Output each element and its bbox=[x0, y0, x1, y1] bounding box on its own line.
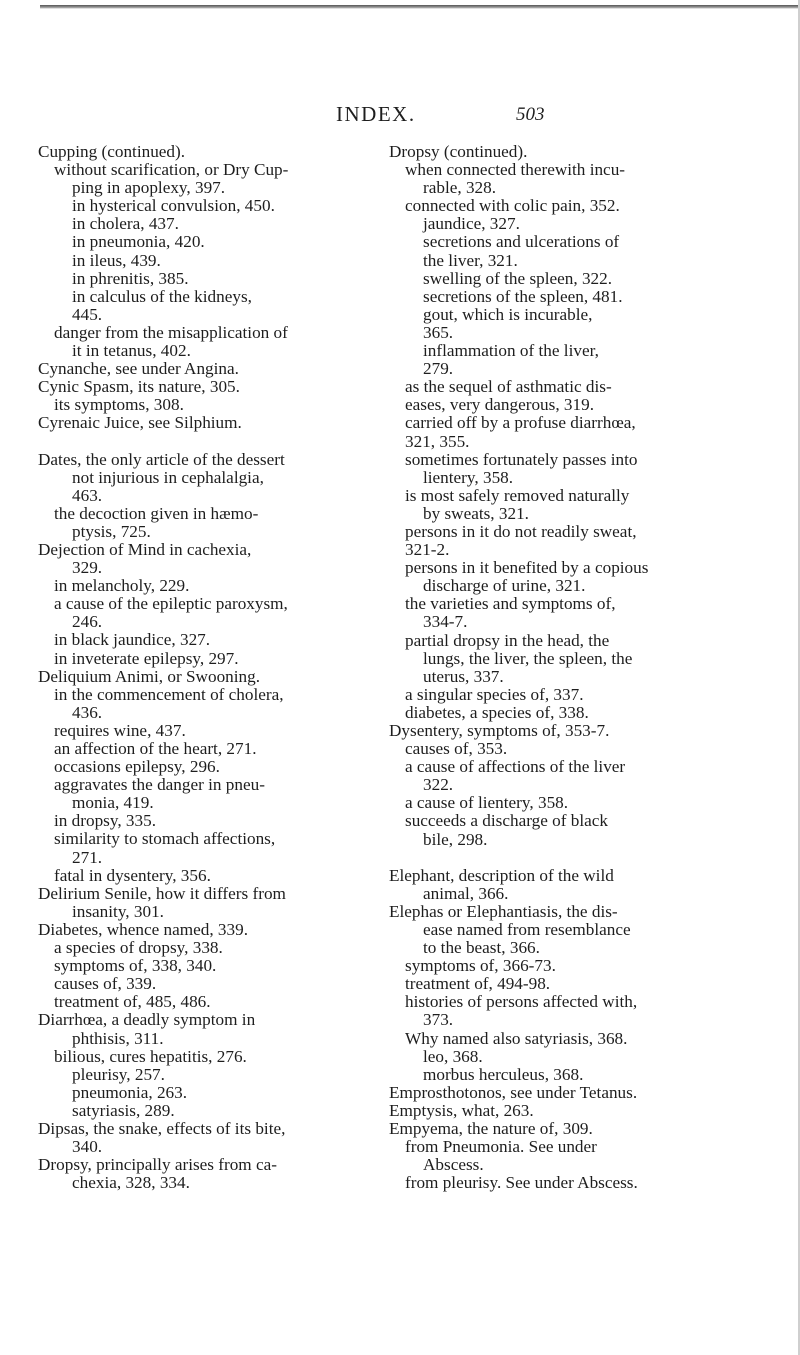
index-entry-line: Why named also satyriasis, 368. bbox=[405, 1028, 628, 1048]
index-entry-line: uterus, 337. bbox=[423, 666, 504, 686]
page-header bbox=[0, 102, 800, 130]
index-entry-line: 246. bbox=[72, 612, 103, 632]
index-entry-line: pleurisy, 257. bbox=[72, 1064, 165, 1084]
index-entry-line: succeeds a discharge of black bbox=[405, 811, 608, 831]
index-entry-line: the liver, 321. bbox=[423, 250, 518, 270]
index-entry-line: gout, which is incurable, bbox=[423, 304, 593, 324]
index-entry-line: inflammation of the liver, bbox=[423, 341, 599, 361]
index-entry-line: treatment of, 494-98. bbox=[405, 974, 551, 994]
index-entry-line: symptoms of, 338, 340. bbox=[54, 956, 217, 976]
index-entry-line: 334-7. bbox=[423, 612, 468, 632]
index-column-left bbox=[38, 143, 388, 1192]
index-entry-line: in calculus of the kidneys, bbox=[72, 286, 252, 306]
index-entry-line: from pleurisy. See under Abscess. bbox=[405, 1173, 638, 1193]
index-entry-line: causes of, 353. bbox=[405, 739, 508, 759]
index-entry-line: morbus herculeus, 368. bbox=[423, 1064, 584, 1084]
index-heading-line: Dates, the only article of the dessert bbox=[38, 449, 285, 469]
index-entry-line: ping in apoplexy, 397. bbox=[72, 178, 226, 198]
index-entry-line: lientery, 358. bbox=[423, 467, 514, 487]
index-entry-line: in melancholy, 229. bbox=[54, 576, 190, 596]
index-entry-line: to the beast, 366. bbox=[423, 938, 540, 958]
index-heading-line: Dipsas, the snake, effects of its bite, bbox=[38, 1118, 286, 1138]
index-entry-line: carried off by a profuse diarrhœa, bbox=[405, 413, 636, 433]
index-entry-line: in phrenitis, 385. bbox=[72, 268, 189, 288]
index-entry-line: symptoms of, 366-73. bbox=[405, 956, 556, 976]
page-title: INDEX. bbox=[336, 102, 416, 126]
index-entry-line: chexia, 328, 334. bbox=[72, 1173, 190, 1193]
index-entry-line: in ileus, 439. bbox=[72, 250, 161, 270]
index-entry-line: as the sequel of asthmatic dis- bbox=[405, 377, 612, 397]
index-entry-line: causes of, 339. bbox=[54, 974, 157, 994]
index-entry-line: animal, 366. bbox=[423, 883, 509, 903]
index-entry-line: without scarification, or Dry Cup- bbox=[54, 160, 289, 180]
index-heading-line: Dysentery, symptoms of, 353-7. bbox=[389, 721, 610, 740]
index-entry-line: its symptoms, 308. bbox=[54, 395, 184, 415]
index-entry-line: discharge of urine, 321. bbox=[423, 576, 586, 596]
page-top-edge bbox=[40, 5, 800, 9]
index-entry-line: in black jaundice, 327. bbox=[54, 630, 211, 650]
index-entry-line: diabetes, a species of, 338. bbox=[405, 702, 589, 722]
index-entry-line: aggravates the danger in pneu- bbox=[54, 775, 265, 795]
index-entry-line: 340. bbox=[72, 1137, 103, 1157]
index-entry-line: the varieties and symptoms of, bbox=[405, 594, 616, 614]
index-entry-line: in hysterical convulsion, 450. bbox=[72, 196, 275, 216]
index-entry-line: 445. bbox=[72, 304, 103, 324]
index-entry-line: histories of persons affected with, bbox=[405, 992, 638, 1012]
index-entry-line: not injurious in cephalalgia, bbox=[72, 467, 264, 487]
index-heading-line: Elephas or Elephantiasis, the dis- bbox=[389, 901, 618, 921]
index-entry-line: pneumonia, 263. bbox=[72, 1082, 188, 1102]
index-heading-line: Delirium Senile, how it differs from bbox=[38, 883, 286, 903]
index-entry-line: lungs, the liver, the spleen, the bbox=[423, 648, 633, 668]
index-heading-line: Cynic Spasm, its nature, 305. bbox=[38, 377, 240, 397]
index-entry-line: danger from the misapplication of bbox=[54, 322, 288, 342]
index-entry-line: in cholera, 437. bbox=[72, 214, 179, 234]
index-heading-line: Cyrenaic Juice, see Silphium. bbox=[38, 413, 242, 433]
index-heading-line: Diarrhœa, a deadly symptom in bbox=[38, 1010, 256, 1030]
index-entry-line: in dropsy, 335. bbox=[54, 811, 157, 831]
index-entry-line: secretions of the spleen, 481. bbox=[423, 286, 623, 306]
index-entry-line: treatment of, 485, 486. bbox=[54, 992, 211, 1012]
index-entry-line: ptysis, 725. bbox=[72, 521, 151, 541]
index-heading-line: Emptysis, what, 263. bbox=[389, 1100, 534, 1120]
index-heading-line: Diabetes, whence named, 339. bbox=[38, 919, 248, 939]
index-heading-line: Empyema, the nature of, 309. bbox=[389, 1118, 593, 1138]
index-heading-line: Dejection of Mind in cachexia, bbox=[38, 539, 252, 559]
index-entry-line: sometimes fortunately passes into bbox=[405, 449, 638, 469]
index-entry-line: an affection of the heart, 271. bbox=[54, 739, 257, 758]
index-heading-line: Cupping (continued). bbox=[38, 142, 186, 161]
index-entry-line: monia, 419. bbox=[72, 793, 154, 813]
index-entry-line: by sweats, 321. bbox=[423, 503, 529, 523]
index-heading-line: Elephant, description of the wild bbox=[389, 865, 614, 885]
section-gap bbox=[389, 849, 757, 867]
index-entry-line: in the commencement of cholera, bbox=[54, 684, 284, 704]
index-entry-line: 322. bbox=[423, 775, 454, 795]
index-entry-line: similarity to stomach affections, bbox=[54, 829, 276, 849]
index-entry-line: 271. bbox=[72, 847, 103, 867]
index-entry-line: persons in it benefited by a copious bbox=[405, 558, 649, 578]
index-entry-line: is most safely removed naturally bbox=[405, 485, 630, 505]
index-entry-line: partial dropsy in the head, the bbox=[405, 630, 610, 650]
section-gap bbox=[38, 433, 388, 451]
index-entry-line: in inveterate epilepsy, 297. bbox=[54, 648, 239, 668]
index-entry-line: satyriasis, 289. bbox=[72, 1100, 175, 1120]
index-entry-line: it in tetanus, 402. bbox=[72, 341, 191, 361]
index-heading-line: Deliquium Animi, or Swooning. bbox=[38, 666, 261, 686]
index-heading-line: Dropsy (continued). bbox=[389, 142, 528, 161]
index-entry-line: in pneumonia, 420. bbox=[72, 232, 205, 252]
index-entry-line: a species of dropsy, 338. bbox=[54, 938, 223, 958]
index-entry-line: 321, 355. bbox=[405, 431, 470, 451]
index-entry-line: persons in it do not readily sweat, bbox=[405, 521, 637, 541]
index-entry-line: a cause of lientery, 358. bbox=[405, 793, 569, 813]
index-entry-line: a singular species of, 337. bbox=[405, 684, 584, 704]
index-entry-line: fatal in dysentery, 356. bbox=[54, 865, 211, 885]
index-entry-line: requires wine, 437. bbox=[54, 720, 186, 740]
index-entry-line: a cause of the epileptic paroxysm, bbox=[54, 594, 288, 614]
index-entry-line: secretions and ulcerations of bbox=[423, 232, 620, 252]
index-entry-line: occasions epilepsy, 296. bbox=[54, 757, 220, 777]
index-entry-line: eases, very dangerous, 319. bbox=[405, 395, 595, 415]
index-entry-line: 329. bbox=[72, 558, 103, 578]
index-entry-line: 365. bbox=[423, 322, 454, 342]
index-column-right bbox=[389, 143, 757, 1192]
index-entry-line: swelling of the spleen, 322. bbox=[423, 268, 613, 288]
index-entry-line: 321-2. bbox=[405, 540, 450, 560]
index-entry-line: phthisis, 311. bbox=[72, 1028, 164, 1048]
index-entry-line: Abscess. bbox=[423, 1155, 484, 1175]
index-entry-line: 373. bbox=[423, 1010, 454, 1030]
index-entry-line: jaundice, 327. bbox=[423, 214, 520, 234]
index-entry-line: 463. bbox=[72, 485, 103, 505]
index-entry-line: insanity, 301. bbox=[72, 901, 164, 921]
index-heading-line: Cynanche, see under Angina. bbox=[38, 359, 239, 379]
index-entry-line: bilious, cures hepatitis, 276. bbox=[54, 1046, 247, 1066]
index-heading-line: Emprosthotonos, see under Tetanus. bbox=[389, 1082, 638, 1102]
index-entry-line: bile, 298. bbox=[423, 829, 488, 849]
index-entry-line: rable, 328. bbox=[423, 178, 497, 198]
index-entry-line: a cause of affections of the liver bbox=[405, 757, 626, 777]
index-entry-line: 279. bbox=[423, 359, 454, 379]
index-entry-line: leo, 368. bbox=[423, 1046, 483, 1066]
index-entry-line: when connected therewith incu- bbox=[405, 160, 626, 180]
index-heading-line: Dropsy, principally arises from ca- bbox=[38, 1155, 277, 1175]
index-entry-line: ease named from resemblance bbox=[423, 919, 631, 939]
index-entry-line: from Pneumonia. See under bbox=[405, 1137, 597, 1157]
index-entry-line: the decoction given in hæmo- bbox=[54, 503, 259, 523]
index-entry-line: connected with colic pain, 352. bbox=[405, 196, 620, 216]
index-entry-line: 436. bbox=[72, 702, 103, 722]
page-number: 503 bbox=[516, 104, 545, 125]
